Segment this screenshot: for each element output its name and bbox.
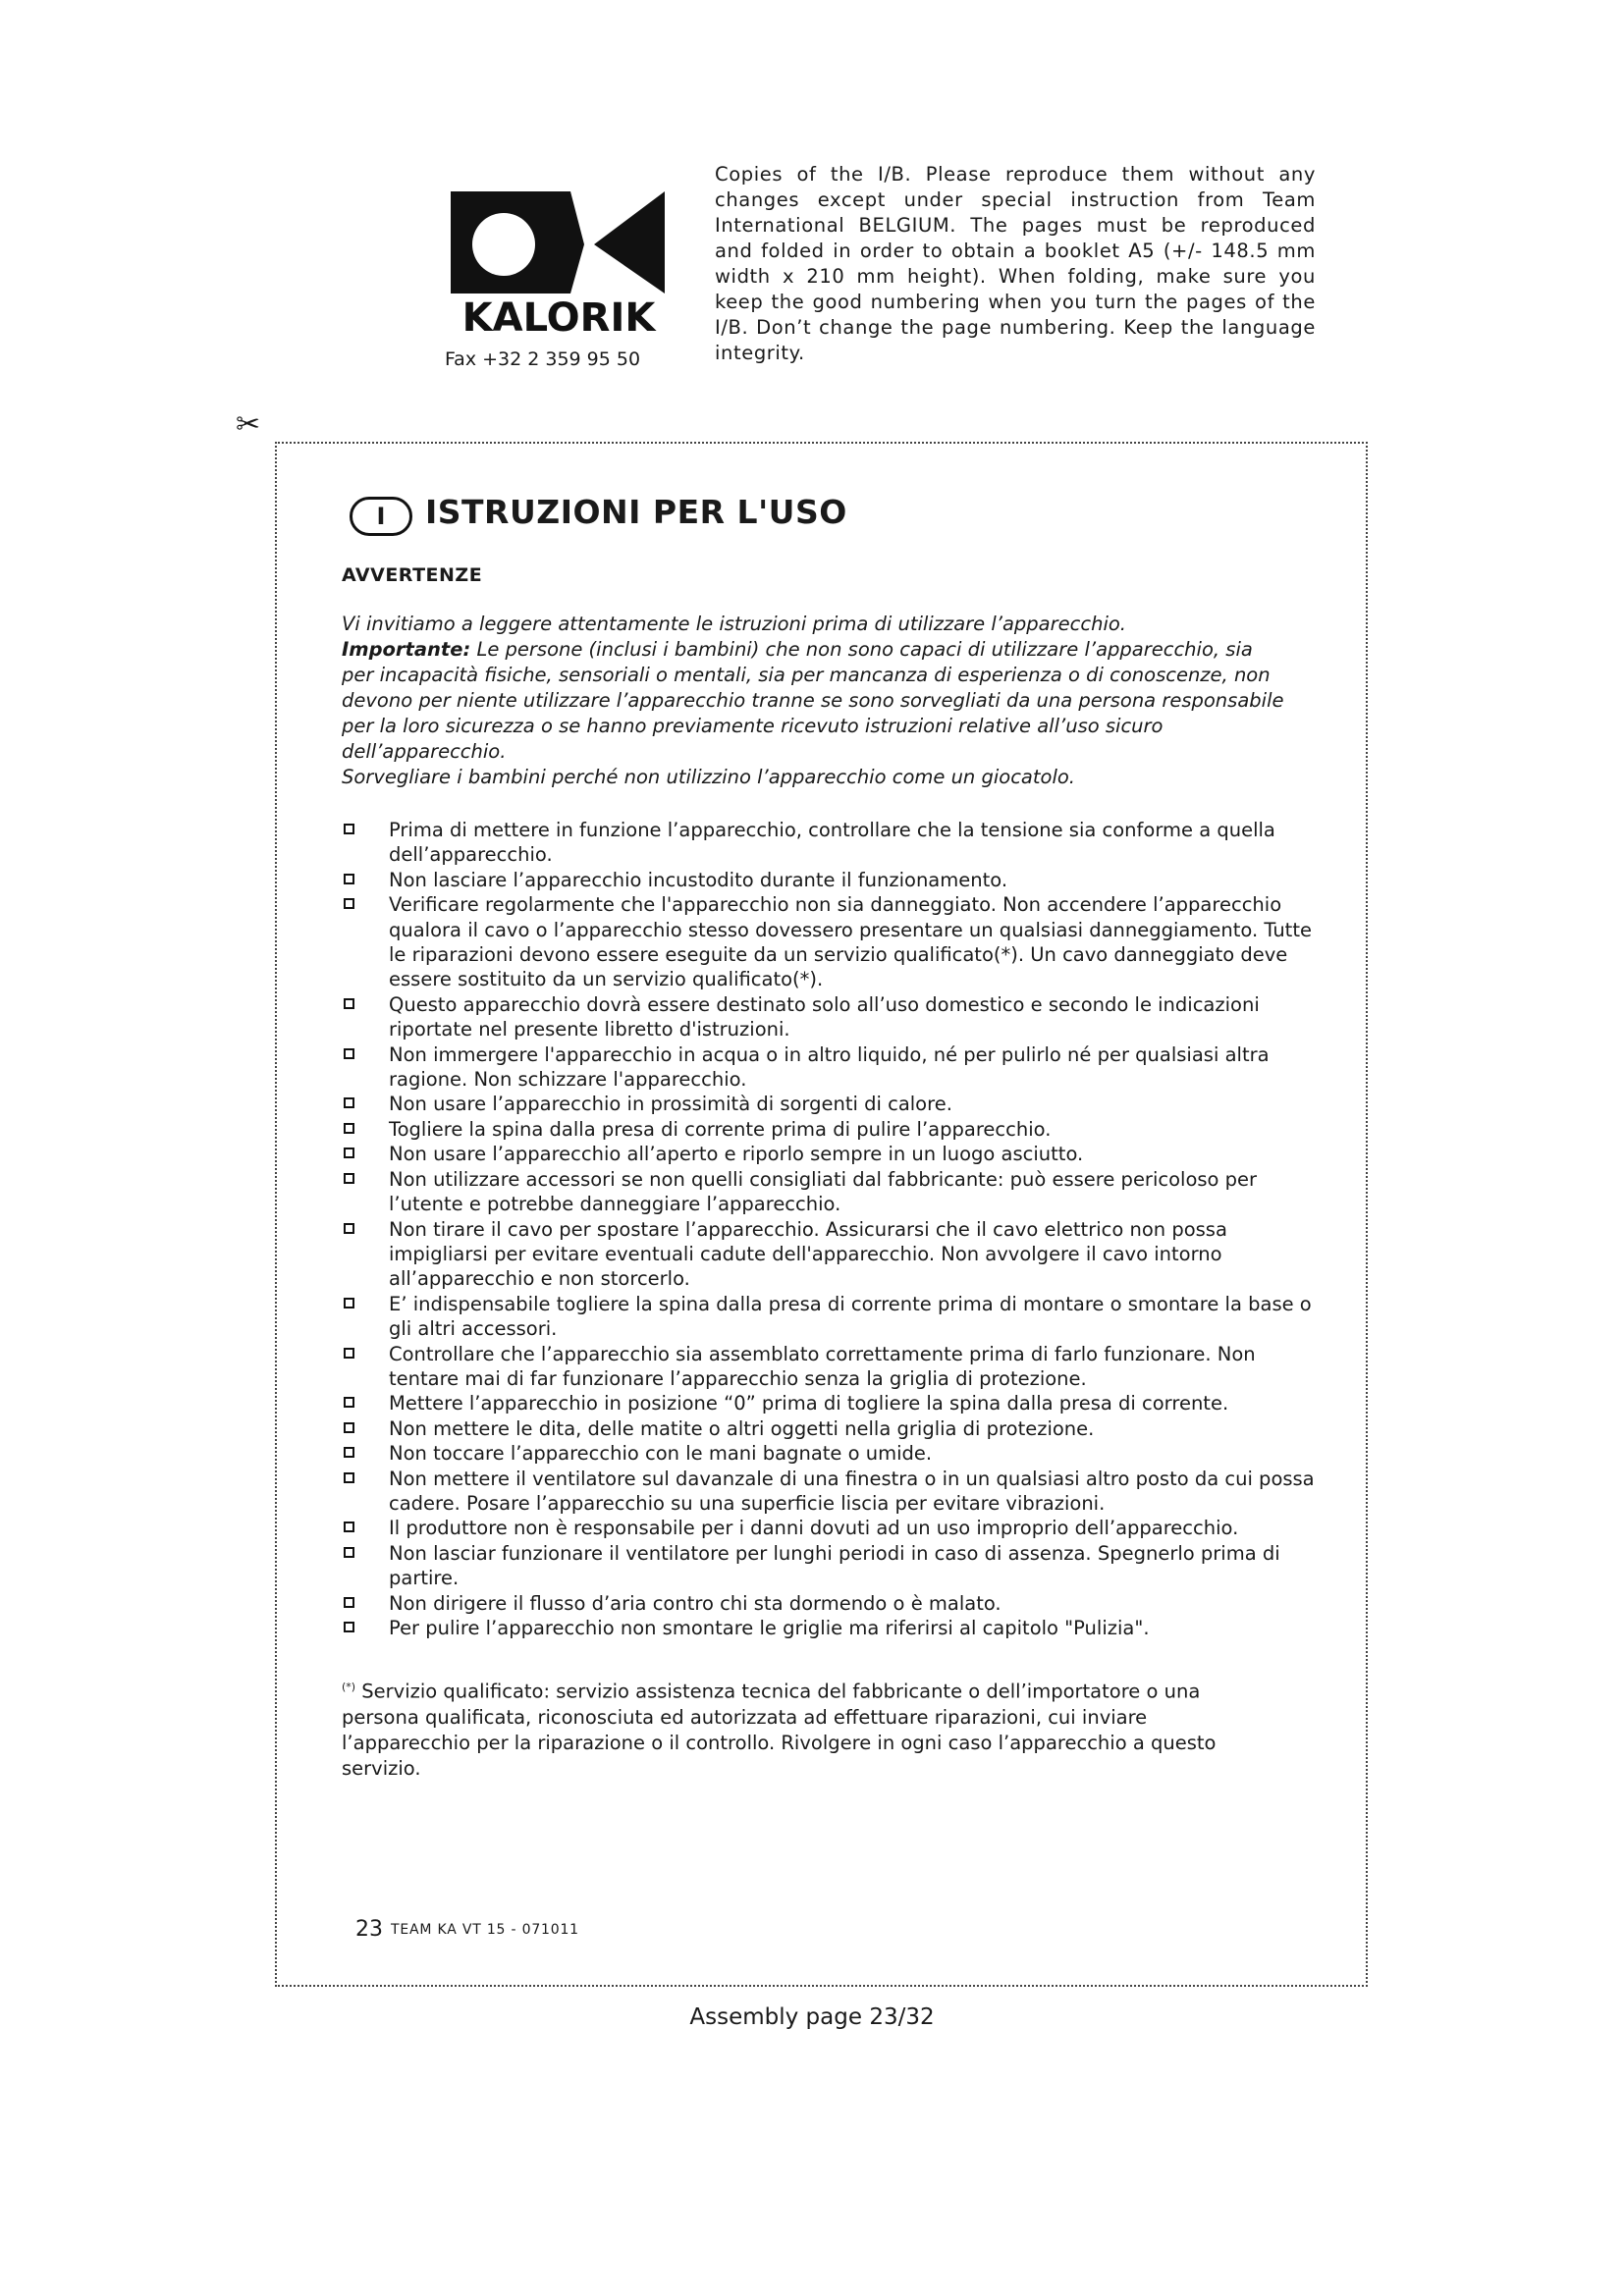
list-item bbox=[342, 818, 1324, 868]
list-item bbox=[342, 1467, 1324, 1517]
checkbox-icon bbox=[344, 1447, 354, 1458]
scissors-icon: ✂ bbox=[236, 407, 261, 442]
footnote bbox=[342, 1675, 1255, 1782]
list-item bbox=[342, 1042, 1324, 1093]
list-item bbox=[342, 892, 1324, 992]
checkbox-icon bbox=[344, 1597, 354, 1608]
list-item bbox=[342, 868, 1324, 892]
checkbox-icon bbox=[344, 1123, 354, 1134]
checkbox-icon bbox=[344, 824, 354, 834]
list-item bbox=[342, 1616, 1324, 1640]
fax-number: Fax +32 2 359 95 50 bbox=[445, 348, 641, 370]
document-code: TEAM KA VT 15 - 071011 bbox=[391, 1922, 579, 1938]
list-item-text: Non lasciar funzionare il ventilatore per lunghi periodi in caso di assenza. Spegnerlo prima di partire. bbox=[389, 1541, 1280, 1590]
page-title: ISTRUZIONI PER L'USO bbox=[425, 493, 847, 531]
list-item-text: Non mettere il ventilatore sul davanzale di una finestra o in un qualsiasi altro posto da cui possa cadere. Posare l’apparecchio su una superficie liscia per evitare vibrazioni. bbox=[389, 1467, 1315, 1515]
kalorik-logo bbox=[447, 191, 671, 335]
list-item-text: Verificare regolarmente che l'apparecchio non sia danneggiato. Non accendere l’apparecchio qualora il cavo o l’apparecchio stesso dovessero presentare un qualsiasi danneggiamento. Tutte le riparazioni devono essere eseguite da un servizio qualificato(*). Un cavo danneggiato deve essere sostituito da un servizio qualificato(*). bbox=[389, 893, 1312, 991]
brand-name: KALORIK bbox=[461, 295, 656, 335]
checkbox-icon bbox=[344, 1622, 354, 1632]
intro-paragraph: Sorvegliare i bambini perché non utilizzino l’apparecchio come un giocatolo. bbox=[342, 766, 1076, 788]
list-item bbox=[342, 1167, 1324, 1217]
checkbox-icon bbox=[344, 1472, 354, 1483]
checkbox-icon bbox=[344, 1422, 354, 1433]
page-number: 23 bbox=[355, 1917, 383, 1942]
list-item bbox=[342, 1391, 1324, 1415]
intro-text bbox=[342, 612, 1284, 790]
list-item-text: Non utilizzare accessori se non quelli consigliati dal fabbricante: può essere pericoloso per l’utente e potrebbe danneggiare l’apparecchio. bbox=[389, 1167, 1258, 1216]
list-item-text: Mettere l’apparecchio in posizione “0” prima di togliere la spina dalla presa di corrente. bbox=[389, 1392, 1229, 1415]
list-item bbox=[342, 1117, 1324, 1142]
reproduction-note: Copies of the I/B. Please reproduce them without any changes except under special instruction from Team International BELGIUM. The pages must be reproduced and folded in order to obtain a booklet A5 (+/- 148.5 mm width x 210 mm height). When folding, make sure you keep the good numbering when you turn the pages of the I/B. Don’t change the page numbering. Keep the language integrity. bbox=[715, 163, 1316, 364]
list-item-text: E’ indispensabile togliere la spina dalla presa di corrente prima di montare o smontare la base o gli altri accessori. bbox=[389, 1292, 1312, 1341]
list-item bbox=[342, 1541, 1324, 1591]
checkbox-icon bbox=[344, 1223, 354, 1234]
list-item-text: Non mettere le dita, delle matite o altri oggetti nella griglia di protezione. bbox=[389, 1416, 1095, 1440]
list-item-text: Non usare l’apparecchio all’aperto e riporlo sempre in un luogo asciutto. bbox=[389, 1143, 1084, 1166]
checkbox-icon bbox=[344, 1522, 354, 1532]
list-item-text: Controllare che l’apparecchio sia assemblato correttamente prima di farlo funzionare. Non tentare mai di far funzionare l’apparecchio senza la griglia di protezione. bbox=[389, 1342, 1256, 1390]
list-item-text: Il produttore non è responsabile per i danni dovuti ad un uso improprio dell’apparecchio. bbox=[389, 1517, 1239, 1540]
list-item bbox=[342, 1516, 1324, 1540]
list-item bbox=[342, 1092, 1324, 1116]
list-item bbox=[342, 1591, 1324, 1616]
list-item-text: Non toccare l’apparecchio con le mani bagnate o umide. bbox=[389, 1442, 933, 1466]
list-item bbox=[342, 1292, 1324, 1342]
checkbox-icon bbox=[344, 1547, 354, 1558]
checkbox-icon bbox=[344, 1397, 354, 1408]
checkbox-icon bbox=[344, 1173, 354, 1184]
assembly-page-label: Assembly page 23/32 bbox=[689, 2004, 935, 2030]
checkbox-icon bbox=[344, 1348, 354, 1359]
list-item-text: Non dirigere il flusso d’aria contro chi sta dormendo o è malato. bbox=[389, 1591, 1001, 1615]
important-text: Le persone (inclusi i bambini) che non sono capaci di utilizzare l’apparecchio, sia per incapacità fisiche, sensoriali o mentali, sia per mancanza di esperienza o di conoscenze, non devono per niente utilizzare l’apparecchio tranne se sono sorvegliati da una persona responsabile per la loro sicurezza o se hanno previamente ricevuto istruzioni relative all’uso sicuro dell’apparecchio. bbox=[342, 638, 1284, 763]
list-item bbox=[342, 992, 1324, 1042]
language-badge: I bbox=[350, 497, 412, 536]
checkbox-icon bbox=[344, 1048, 354, 1059]
section-heading: AVVERTENZE bbox=[342, 564, 483, 586]
list-item-text: Togliere la spina dalla presa di corrente prima di pulire l’apparecchio. bbox=[389, 1117, 1052, 1141]
list-item bbox=[342, 1217, 1324, 1292]
footnote-text: Servizio qualificato: servizio assistenza tecnica del fabbricante o dell’importatore o una persona qualificata, riconosciuta ed autorizzata ad effettuare riparazioni, cui inviare l’apparecchio per la riparazione o il controllo. Rivolgere in ogni caso l’apparecchio a questo servizio. bbox=[342, 1680, 1217, 1780]
checkbox-icon bbox=[344, 998, 354, 1009]
list-item-text: Questo apparecchio dovrà essere destinato solo all’uso domestico e secondo le indicazioni riportate nel presente libretto d'istruzioni. bbox=[389, 992, 1260, 1041]
list-item-text: Non immergere l'apparecchio in acqua o in altro liquido, né per pulirlo né per qualsiasi altra ragione. Non schizzare l'apparecchio. bbox=[389, 1042, 1270, 1092]
list-item-text: Non lasciare l’apparecchio incustodito durante il funzionamento. bbox=[389, 868, 1008, 891]
checkbox-icon bbox=[344, 1298, 354, 1308]
footnote-mark: (*) bbox=[342, 1681, 356, 1693]
intro-paragraph: Vi invitiamo a leggere attentamente le istruzioni prima di utilizzare l’apparecchio. bbox=[342, 613, 1126, 635]
list-item-text: Non usare l’apparecchio in prossimità di sorgenti di calore. bbox=[389, 1093, 952, 1116]
list-item-text: Per pulire l’apparecchio non smontare le griglie ma riferirsi al capitolo "Pulizia". bbox=[389, 1617, 1150, 1639]
safety-rules-list bbox=[342, 818, 1324, 1640]
checkbox-icon bbox=[344, 1097, 354, 1108]
list-item-text: Non tirare il cavo per spostare l’apparecchio. Assicurarsi che il cavo elettrico non possa impigliarsi per evitare eventuali cadute dell'apparecchio. Non avvolgere il cavo intorno all’apparecchio e non storcerlo. bbox=[389, 1217, 1227, 1291]
checkbox-icon bbox=[344, 1148, 354, 1158]
checkbox-icon bbox=[344, 898, 354, 909]
list-item-text: Prima di mettere in funzione l’apparecchio, controllare che la tensione sia conforme a quella dell’apparecchio. bbox=[389, 819, 1275, 867]
list-item bbox=[342, 1142, 1324, 1166]
checkbox-icon bbox=[344, 874, 354, 884]
list-item bbox=[342, 1342, 1324, 1392]
important-label: Importante: bbox=[342, 638, 471, 661]
list-item bbox=[342, 1441, 1324, 1466]
list-item bbox=[342, 1416, 1324, 1441]
intro-paragraph-important bbox=[342, 637, 1284, 765]
